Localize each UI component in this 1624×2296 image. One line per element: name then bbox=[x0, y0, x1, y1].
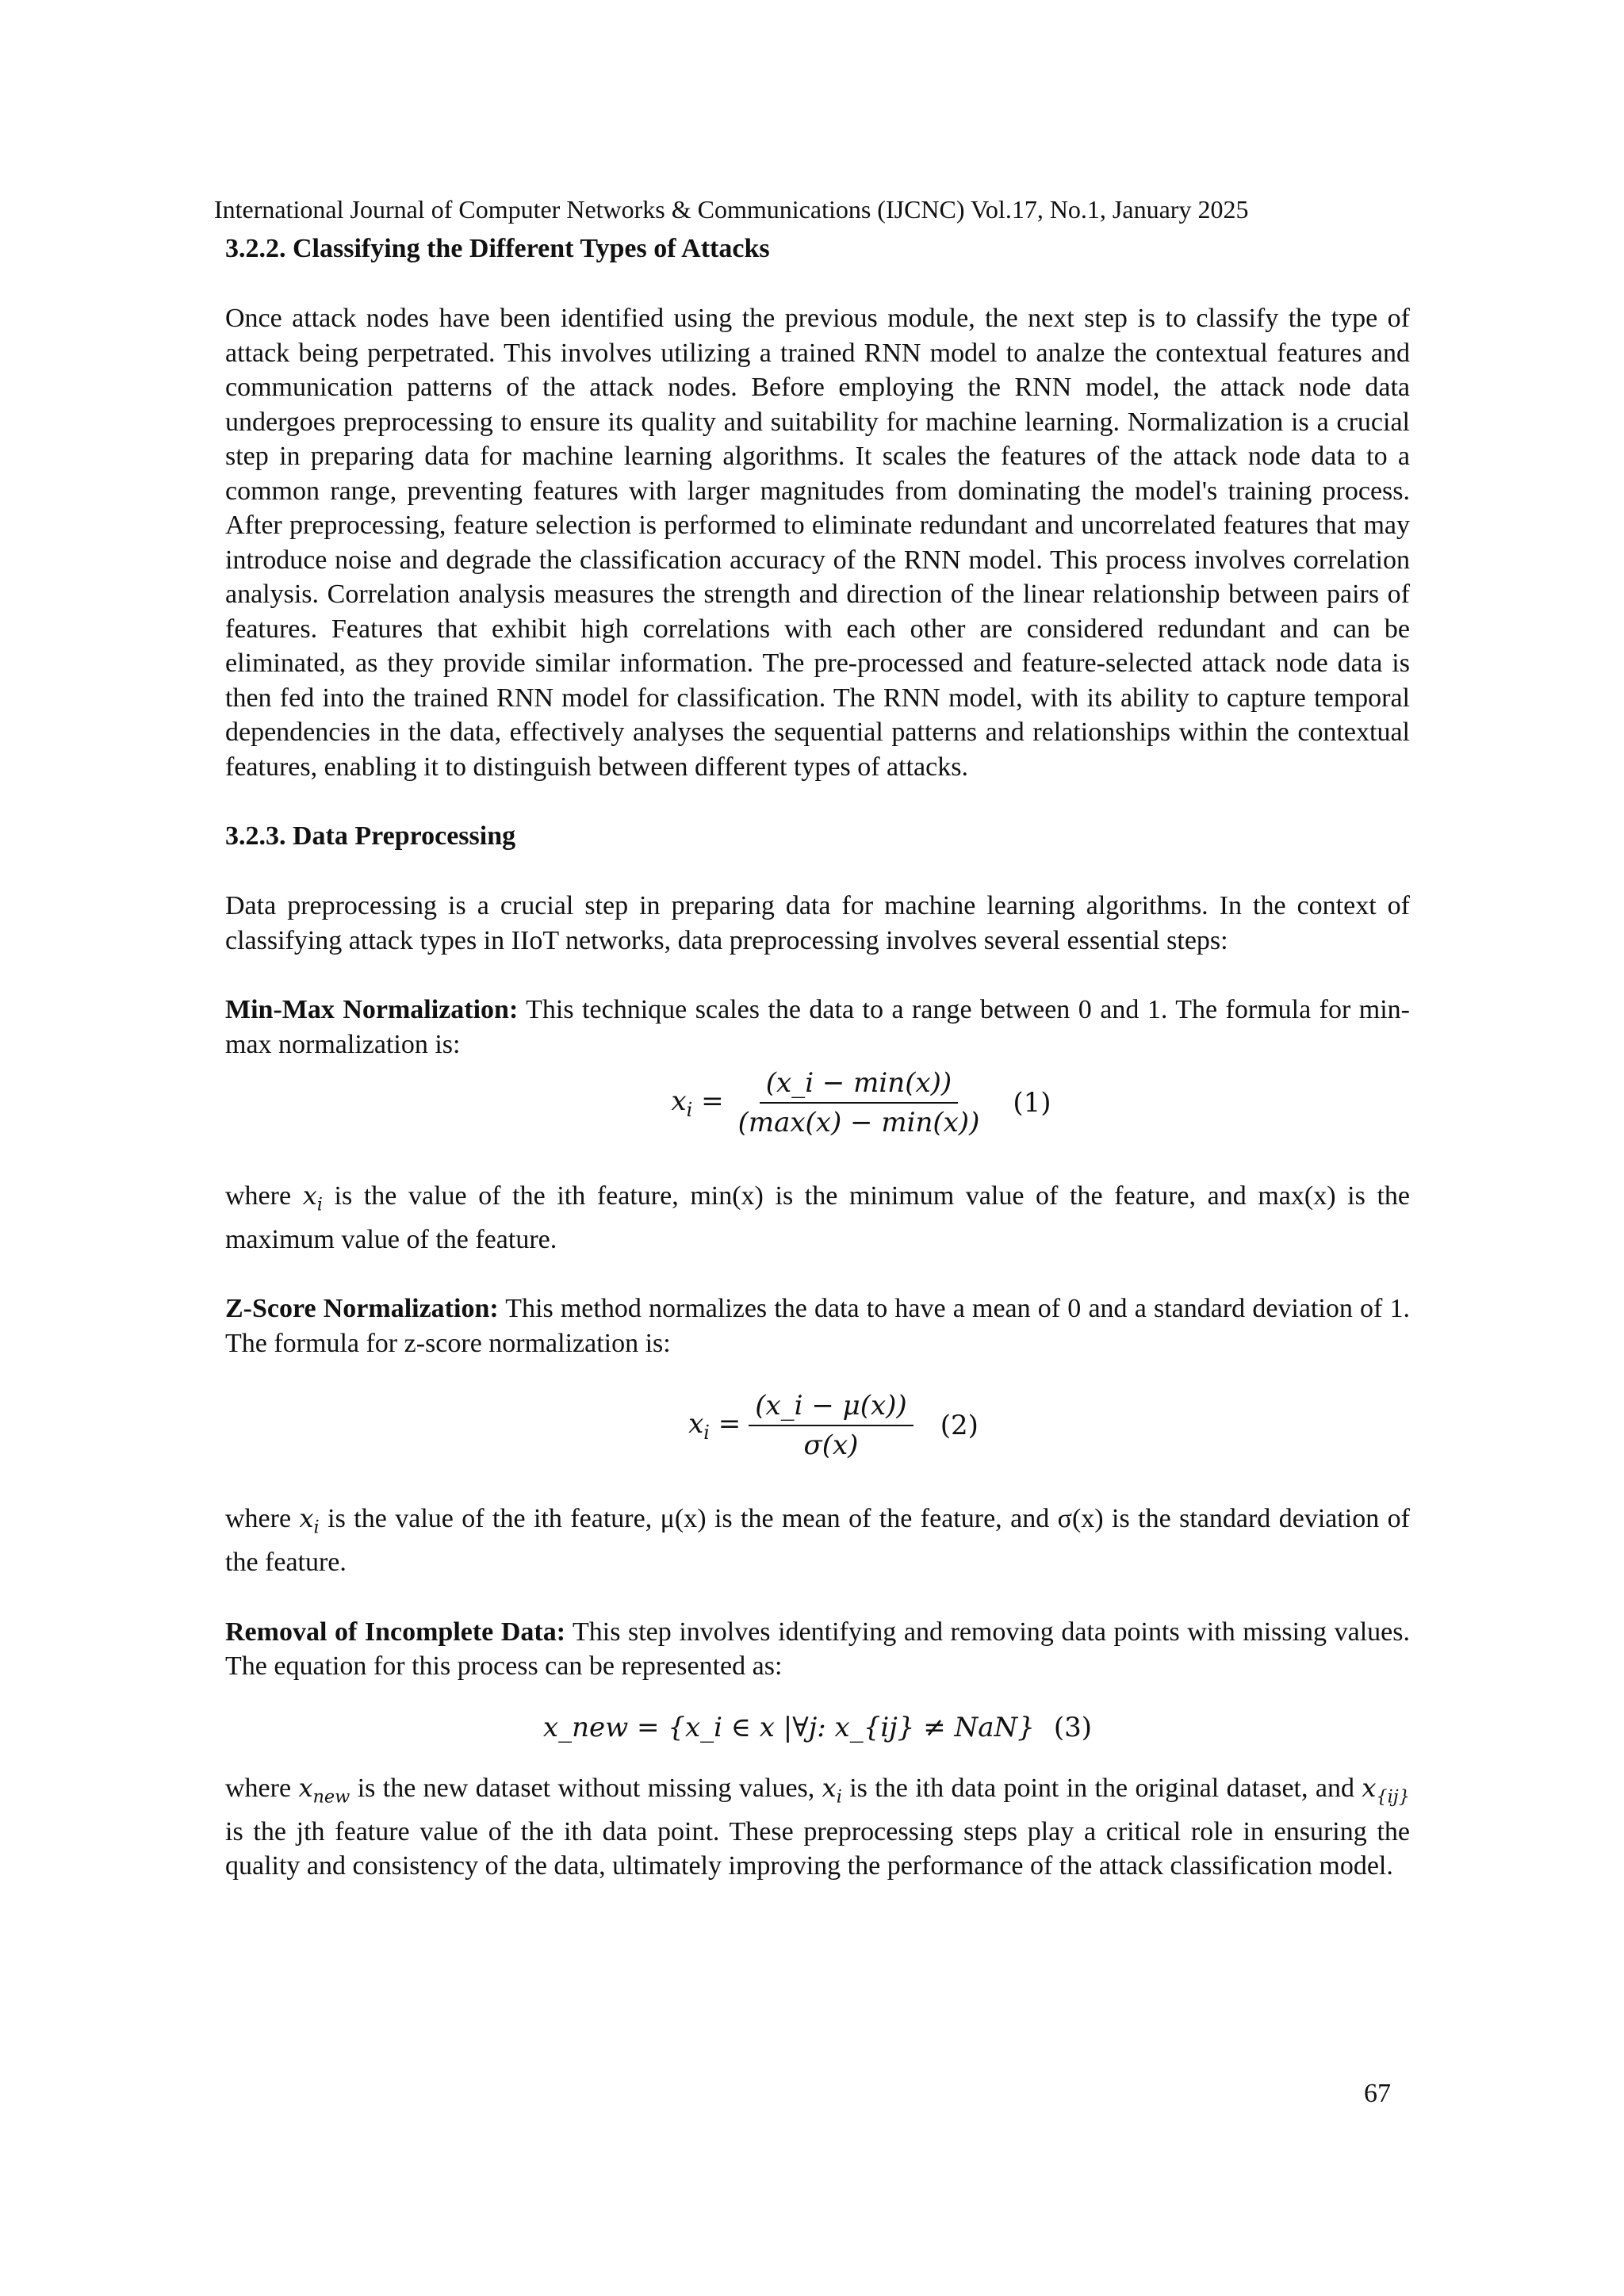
removal-text: This step involves identifying and removing data points with missing values. The equation for this process can be represented as: bbox=[225, 1617, 1410, 1682]
paragraph-preprocessing-intro: Data preprocessing is a crucial step in preparing data for machine learning algorithms. In the context of classifying attack types in IIoT networks, data preprocessing involves several essential steps: bbox=[225, 891, 1410, 955]
equation-3-number: (3) bbox=[1053, 1711, 1093, 1743]
paragraph-classifying-attacks: Once attack nodes have been identified using the previous module, the next step is to classify the type of attack being perpetrated. This involves utilizing a trained RNN model to analze the contextual features and communication patterns of the attack nodes. Before employing the RNN model, the attack node data undergoes preprocessing to ensure its quality and suitability for machine learning. Normalization is a crucial step in preparing data for machine learning algorithms. It scales the features of the attack node data to a common range, preventing features with larger magnitudes from dominating the model's training process. After preprocessing, feature selection is performed to eliminate redundant and uncorrelated features that may introduce noise and degrade the classification accuracy of the RNN model. This process involves correlation analysis. Correlation analysis measures the strength and direction of the linear relationship between pairs of features. Features that exhibit high correlations with each other are considered redundant and can be eliminated, as they provide similar information. The pre-processed and feature-selected attack node data is then fed into the trained RNN model for classification. The RNN model, with its ability to capture temporal dependencies in the data, effectively analyses the sequential patterns and relationships within the contextual features, enabling it to distinguish between different types of attacks. bbox=[225, 304, 1410, 782]
paragraph-zscore bbox=[225, 1292, 1410, 1360]
equation-2-numerator: (x_i − μ(x)) bbox=[749, 1390, 913, 1426]
equation-3-body: x_new = {x_i ∈ x |∀j: x_{ij} ≠ NaN} bbox=[542, 1711, 1035, 1743]
page-content bbox=[225, 232, 1410, 1884]
paragraph-removal bbox=[225, 1615, 1410, 1684]
minmax-lead: Min-Max Normalization: bbox=[225, 995, 519, 1024]
running-header: International Journal of Computer Networks & Communications (IJCNC) Vol.17, No.1, January 2025 bbox=[214, 195, 1249, 224]
zscore-lead: Z-Score Normalization: bbox=[225, 1294, 499, 1324]
equation-1-number: (1) bbox=[1013, 1087, 1051, 1119]
equation-2-denominator: σ(x) bbox=[803, 1429, 859, 1462]
paragraph-minmax-where: where $x_i$ is the value of the ith feature, min(x) is the minimum value of the feature, and max(x) is the maximum value of the feature. bbox=[225, 1181, 1411, 1254]
equation-2-number: (2) bbox=[940, 1410, 979, 1442]
variable-x-ij: $x_{\{ij\}}$ bbox=[1362, 1772, 1410, 1808]
paragraph-removal-where: where $x_{new}$ is the new dataset without missing values, $x_i$ is the ith data point in the original dataset, and $x_{\{ij\}}$ is the jth feature value of the ith data point. These preprocessing steps play a critical role in ensuring the quality and consistency of the data, ultimately improving the performance of the attack classification model. bbox=[225, 1772, 1410, 1881]
variable-x-new: $x_{new}$ bbox=[298, 1772, 350, 1808]
zscore-text: This method normalizes the data to have a mean of 0 and a standard deviation of 1. The formula for z-score normalization is: bbox=[225, 1294, 1410, 1358]
section-heading-3-2-3: 3.2.3. Data Preprocessing bbox=[225, 821, 516, 851]
variable-x-i: $x_i$ bbox=[822, 1772, 842, 1808]
equation-1-denominator: (max(x) − min(x)) bbox=[737, 1107, 980, 1138]
equation-2-fraction bbox=[749, 1390, 913, 1461]
equation-2 bbox=[257, 1384, 1410, 1467]
equation-1-lhs: $x_i$ = bbox=[671, 1085, 724, 1121]
removal-lead: Removal of Incomplete Data: bbox=[225, 1617, 566, 1647]
equation-3 bbox=[225, 1684, 1410, 1771]
variable-x-i: $x_i$ bbox=[302, 1181, 323, 1215]
equation-1 bbox=[312, 1062, 1410, 1144]
page-number: 67 bbox=[1364, 2079, 1391, 2108]
section-heading-3-2-2: 3.2.2. Classifying the Different Types of Attacks bbox=[225, 234, 770, 263]
minmax-text: This technique scales the data to a range between 0 and 1. The formula for min-max normalization is: bbox=[225, 995, 1410, 1059]
equation-2-lhs: $x_i$ = bbox=[688, 1407, 741, 1444]
equation-1-fraction bbox=[732, 1067, 986, 1138]
equation-1-numerator: (x_i − min(x)) bbox=[760, 1067, 958, 1104]
paragraph-zscore-where: where $x_i$ is the value of the ith feature, μ(x) is the mean of the feature, and σ(x) is the standard deviation of the feature. bbox=[225, 1503, 1411, 1578]
variable-x-i: $x_i$ bbox=[299, 1503, 320, 1538]
paragraph-minmax bbox=[225, 993, 1410, 1062]
